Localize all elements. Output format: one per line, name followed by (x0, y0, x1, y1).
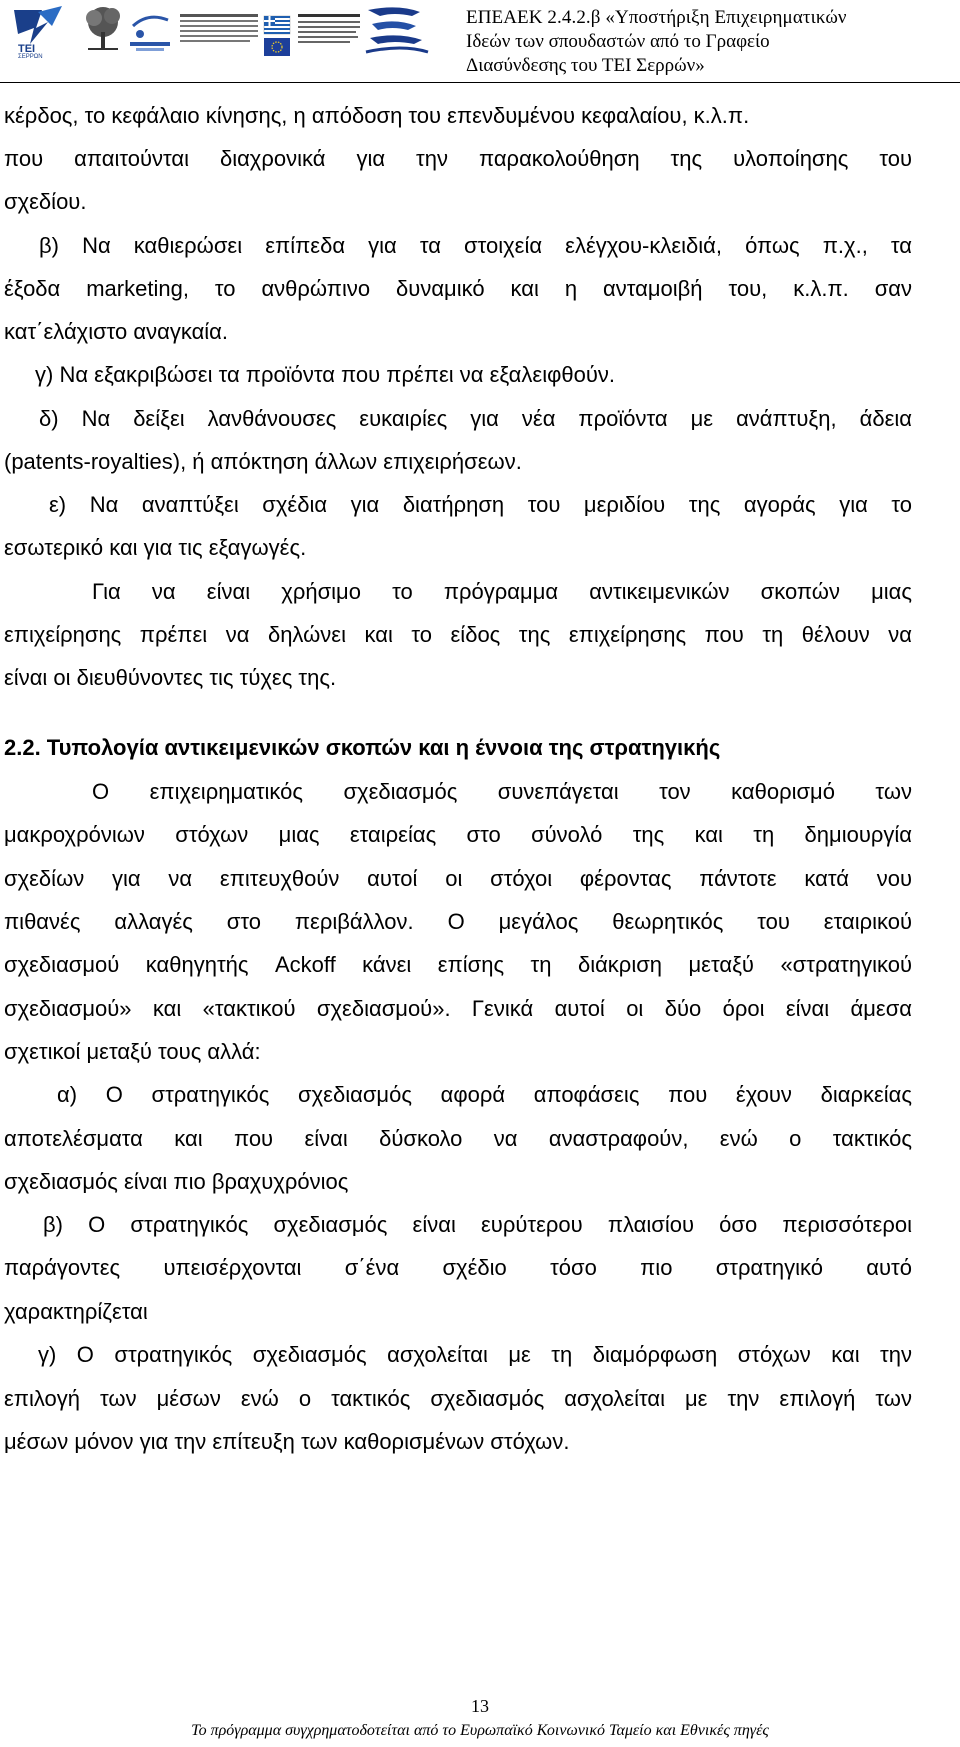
header-program-title (466, 6, 956, 78)
section-line: μέσων μόνον για την επίτευξη των καθορισμένων στόχων. (4, 1429, 570, 1454)
section-line: β) Ο στρατηγικός σχεδιασμός είναι ευρύτερου πλαισίου όσο περισσότεροι (43, 1212, 912, 1237)
body-line: σχεδίου. (4, 189, 87, 214)
section-heading: 2.2. Τυπολογία αντικειμενικών σκοπών και η έννοια της στρατηγικής (4, 735, 721, 760)
section-line: αποτελέσματα και που είναι δύσκολο να αναστραφούν, ενώ ο τακτικός (4, 1126, 912, 1151)
section-line: μακροχρόνιων στόχων μιας εταιρείας στο σύνολό της και τη δημιουργία (4, 822, 912, 847)
section-line: Ο επιχειρηματικός σχεδιασμός συνεπάγεται τον καθορισμό των (92, 779, 912, 804)
section-line: α) Ο στρατηγικός σχεδιασμός αφορά αποφάσεις που έχουν διαρκείας (57, 1082, 912, 1107)
section-line: σχεδιασμός είναι πιο βραχυχρόνιος (4, 1169, 349, 1194)
ministry-emblem (180, 14, 258, 42)
body-line: Για να είναι χρήσιμο το πρόγραμμα αντικειμενικών σκοπών μιας (92, 579, 912, 604)
header-divider (0, 82, 960, 83)
page-number: 13 (471, 1696, 489, 1716)
body-line: δ) Να δείξει λανθάνουσες ευκαιρίες για νέα προϊόντα με ανάπτυξη, άδεια (39, 406, 912, 431)
body-line: β) Να καθιερώσει επίπεδα για τα στοιχεία ελέγχου-κλειδιά, όπως π.χ., τα (39, 233, 912, 258)
career-office-logo (130, 17, 170, 51)
section-line: επιλογή των μέσων ενώ ο τακτικός σχεδιασμός ασχολείται με την επιλογή των (4, 1386, 912, 1411)
logo-text: ΤΕΙ (18, 43, 36, 55)
body-line: κέρδος, το κεφάλαιο κίνησης, η απόδοση του επενδυμένου κεφαλαίου, κ.λ.π. (4, 103, 750, 128)
body-line: που απαιτούνται διαχρονικά για την παρακολούθηση της υλοποίησης του (4, 146, 912, 171)
eu-flag-icon (264, 38, 290, 56)
education-program-logo (298, 14, 360, 43)
body-line: ε) Να αναπτύξει σχέδια για διατήρηση του μεριδίου της αγοράς για το (49, 492, 912, 517)
body-line: (patents-royalties), ή απόκτηση άλλων επιχειρήσεων. (4, 449, 522, 474)
epeaek-logo (366, 7, 428, 52)
body-line: κατ΄ελάχιστο αναγκαία. (4, 319, 229, 344)
section-line: σχεδιασμού καθηγητής Ackoff κάνει επίσης τη διάκριση μεταξύ «στρατηγικού (4, 952, 912, 977)
section-line: χαρακτηρίζεται (4, 1299, 148, 1324)
body-line: επιχείρησης πρέπει να δηλώνει και το είδος της επιχείρησης που τη θέλουν να (4, 622, 912, 647)
greek-flag-icon (264, 16, 290, 34)
header-line-1: ΕΠΕΑΕΚ 2.4.2.β «Υποστήριξη Επιχειρηματικών (466, 7, 847, 28)
section-line: σχεδιασμού» και «τακτικού σχεδιασμού». Γενικά αυτοί οι δύο όροι είναι άμεσα (4, 996, 912, 1021)
svg-text:ΣΕΡΡΩΝ: ΣΕΡΡΩΝ (18, 54, 43, 58)
tei-serron-logo (14, 6, 62, 58)
section-line: σχετικοί μεταξύ τους αλλά: (4, 1039, 261, 1064)
section-line: σχεδίων για να επιτευχθούν αυτοί οι στόχοι φέροντας πάντοτε κατά νου (4, 866, 912, 891)
sponsor-logos (8, 4, 448, 58)
body-line: εσωτερικό και για τις εξαγωγές. (4, 535, 307, 560)
body-line: γ) Να εξακριβώσει τα προϊόντα που πρέπει να εξαλειφθούν. (35, 362, 615, 387)
funding-note: Το πρόγραμμα συγχρηματοδοτείται από το Ευρωπαϊκό Κοινωνικό Ταμείο και Εθνικές πηγές (191, 1722, 769, 1739)
header-line-3: Διασύνδεσης του ΤΕΙ Σερρών» (466, 55, 705, 76)
section-line: πιθανές αλλαγές στο περιβάλλον. Ο μεγάλος θεωρητικός του εταιρικού (4, 909, 912, 934)
section-line: γ) Ο στρατηγικός σχεδιασμός ασχολείται με τη διαμόρφωση στόχων και την (38, 1342, 912, 1367)
body-line: είναι οι διευθύνοντες τις τύχες της. (4, 665, 337, 690)
body-line: έξοδα marketing, το ανθρώπινο δυναμικό και η ανταμοιβή του, κ.λ.π. σαν (4, 276, 912, 301)
page-header (0, 0, 960, 84)
header-line-2: Ιδεών των σπουδαστών από το Γραφείο (466, 31, 770, 52)
tree-emblem-icon (86, 7, 120, 50)
section-line: παράγοντες υπεισέρχονται σ΄ένα σχέδιο τόσο πιο στρατηγικό αυτό (4, 1255, 912, 1280)
